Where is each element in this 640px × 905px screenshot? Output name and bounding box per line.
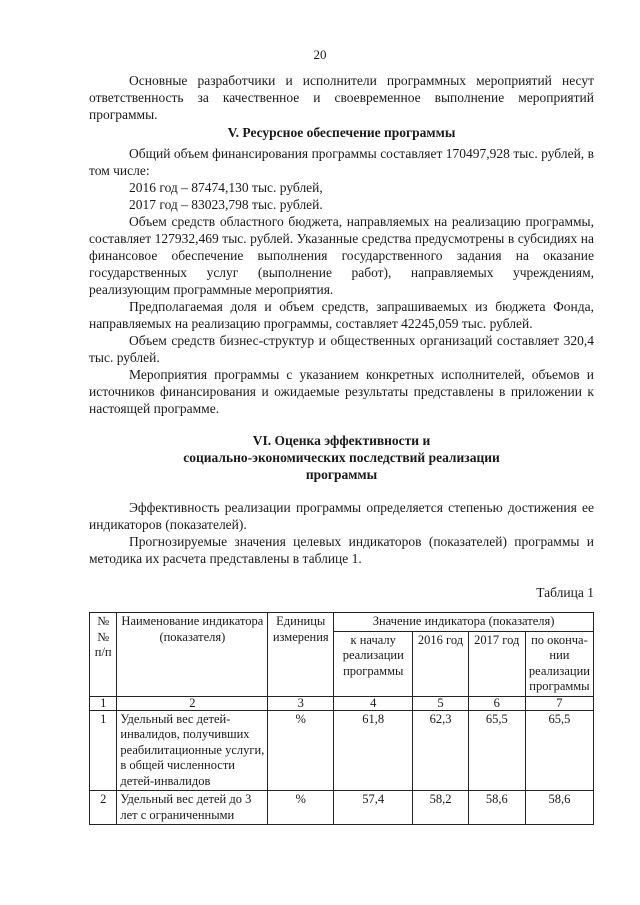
- indicators-table: [89, 612, 594, 825]
- row-value-2017: 65,5: [468, 710, 525, 791]
- paragraph-measures: Мероприятия программы с указанием конкретных исполнителей, объемов и источников финансирования и ожидаемые результаты представлены в приложении к настоящей программе.: [89, 367, 594, 416]
- header-2017: 2017 год: [468, 631, 525, 696]
- header-unit: Единицы измерения: [268, 613, 334, 697]
- page-number: 20: [313, 47, 327, 62]
- paragraph-forecast: Прогнозируемые значения целевых индикаторов (показателей) программы и методика их расчета представлены в таблице 1.: [89, 534, 594, 566]
- row-number: 2: [90, 791, 117, 825]
- row-unit: %: [268, 791, 334, 825]
- row-indicator-name: Удельный вес детей до 3 лет с ограниченными: [117, 791, 268, 825]
- colnum: 2: [117, 696, 268, 710]
- text-block-top: [89, 72, 594, 417]
- table-caption-wrap: [89, 584, 594, 601]
- colnum: 3: [268, 696, 334, 710]
- table-caption: Таблица 1: [536, 585, 594, 600]
- paragraph-responsibility: Основные разработчики и исполнители программных мероприятий несут ответственность за качественное и своевременное выполнение мероприятий программы.: [89, 73, 594, 122]
- paragraph-total-funding: Общий объем финансирования программы составляет 170497,928 тыс. рублей, в том числе:: [89, 146, 594, 178]
- section-heading-efficiency-line2: социально-экономических последствий реализации: [183, 450, 500, 465]
- row-value-start: 61,8: [334, 710, 413, 791]
- header-value: Значение индикатора (показателя): [334, 613, 594, 632]
- row-value-2016: 62,3: [413, 710, 468, 791]
- section-6: [89, 432, 594, 567]
- funding-2017: 2017 год – 83023,798 тыс. рублей.: [129, 197, 323, 212]
- row-value-2017: 58,6: [468, 791, 525, 825]
- colnum: 5: [413, 696, 468, 710]
- section-heading-efficiency-line3: программы: [305, 467, 378, 482]
- row-unit: %: [268, 710, 334, 791]
- paragraph-fund-share: Предполагаемая доля и объем средств, запрашиваемых из бюджета Фонда, направляемых на реализацию программы, составляет 42245,059 тыс. рублей.: [89, 299, 594, 331]
- table-header-row: [90, 613, 594, 632]
- section-heading-resources: V. Ресурсное обеспечение программы: [227, 125, 456, 140]
- header-name: Наименование индикатора (показателя): [117, 613, 268, 697]
- row-number: 1: [90, 710, 117, 791]
- row-value-2016: 58,2: [413, 791, 468, 825]
- row-indicator-name: Удельный вес детей-инвалидов, получивших реабилитационные услуги, в общей численности детей-инвалидов: [117, 710, 268, 791]
- header-end: по оконча-нии реализации программы: [525, 631, 593, 696]
- table-row: [90, 791, 594, 825]
- table-row: [90, 710, 594, 791]
- header-2016: 2016 год: [413, 631, 468, 696]
- table-colnum-row: [90, 696, 594, 710]
- funding-2016: 2016 год – 87474,130 тыс. рублей,: [129, 180, 323, 195]
- paragraph-regional-budget: Объем средств областного бюджета, направляемых на реализацию программы, составляет 127932,469 тыс. рублей. Указанные средства предусмотрены в субсидиях на финансовое обеспечение выполнения государственного задания на оказание государственных услуг (выполнение работ), направляемых учреждениям, реализующим программные мероприятия.: [89, 214, 594, 297]
- header-start: к началу реализации программы: [334, 631, 413, 696]
- colnum: 4: [334, 696, 413, 710]
- row-value-end: 65,5: [525, 710, 593, 791]
- row-value-end: 58,6: [525, 791, 593, 825]
- paragraph-efficiency: Эффективность реализации программы определяется степенью достижения ее индикаторов (показателей).: [89, 500, 594, 532]
- section-heading-efficiency-line1: VI. Оценка эффективности и: [252, 433, 431, 448]
- colnum: 7: [525, 696, 593, 710]
- row-value-start: 57,4: [334, 791, 413, 825]
- header-num: №№ п/п: [90, 613, 117, 697]
- paragraph-business-funds: Объем средств бизнес-структур и общественных организаций составляет 320,4 тыс. рублей.: [89, 333, 594, 365]
- colnum: 6: [468, 696, 525, 710]
- colnum: 1: [90, 696, 117, 710]
